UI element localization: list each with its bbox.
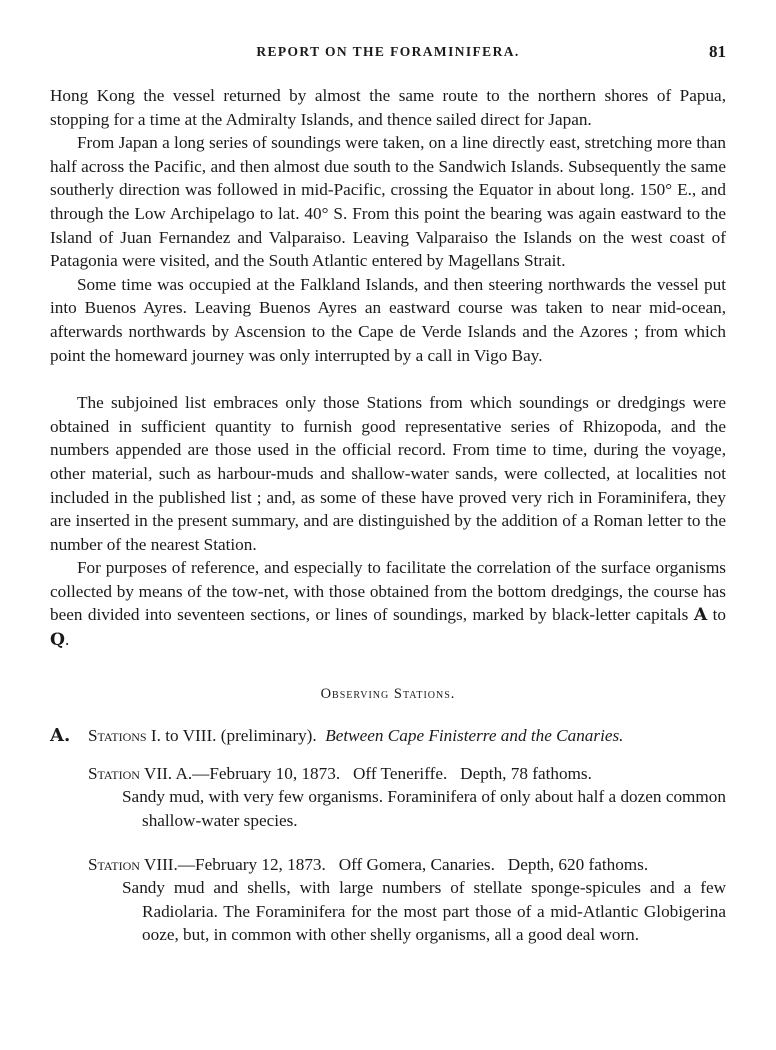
section-range: I. to VIII. (preliminary). <box>150 726 317 746</box>
paragraph-text: For purposes of reference, and especially to facilitate the correlation of the surface organisms collected by means of the tow-net, with those obtained from the bottom dredgings, the course has been divided into seventeen sections, or lines of soundings, marked by black-letter capitals <box>50 558 726 625</box>
running-head <box>50 44 726 68</box>
station-description: Sandy mud and shells, with large numbers of stellate sponge-spicules and a few Radiolaria. The Foraminifera for the most part those of a mid-Atlantic Globigerina ooze, but, in common with other shelly organisms, all a good deal worn. <box>122 878 726 945</box>
paragraph: Some time was occupied at the Falkland Islands, and then steering northwards the vessel put into Buenos Ayres. Leaving Buenos Ayres an eastward course was taken to near mid-ocean, afterwards northwards by Ascension to the Cape de Verde Islands and the Azores ; from which point the homeward journey was only interrupted by a call in Vigo Bay. <box>50 274 726 365</box>
station-entry <box>88 853 726 947</box>
station-label: Station <box>88 854 140 874</box>
heading-word-stations: Stations. <box>393 685 456 702</box>
station-head <box>88 762 726 786</box>
section-a-line <box>50 724 726 748</box>
station-description: Sandy mud, with very few organisms. Foraminifera of only about half a dozen common shallow-water species. <box>122 787 726 831</box>
station-head <box>88 853 726 877</box>
paragraph-sections <box>50 556 726 652</box>
station-label: Station <box>88 763 140 783</box>
page-number: 81 <box>709 42 726 61</box>
body-text <box>50 84 726 947</box>
running-head-title: REPORT ON THE FORAMINIFERA. <box>256 44 520 59</box>
section-letter: A. <box>50 725 71 747</box>
paragraph-end: . <box>64 630 70 650</box>
paragraph: The subjoined list embraces only those Stations from which soundings or dredgings were obtained in sufficient quantity to furnish good representative series of Rhizopoda, and the numbers appended are those used in the official record. From time to time, during the voyage, other material, such as harbour-muds and shallow-water sands, were collected, at localities not included in the published list ; and, as some of these have proved very rich in Foraminifera, they are inserted in the present summary, and are distinguished by the addition of a Roman letter to the number of the nearest Station. <box>50 393 726 554</box>
paragraph: From Japan a long series of soundings were taken, on a line directly east, stretching more than half across the Pacific, and then almost due south to the Sandwich Islands. Subsequently the same southerly direction was followed in mid-Pacific, crossing the Equator in about long. 150° E., and through the Low Archipelago to lat. 40° S. From this point the bearing was again eastward to the Island of Juan Fernandez and Valparaiso. Leaving Valparaiso the Islands on the west coast of Patagonia were visited, and the South Atlantic entered by Magellans Strait. <box>50 133 726 271</box>
station-details: VII. A.—February 10, 1873. Off Teneriffe. Depth, 78 fathoms. <box>143 763 592 783</box>
section-location: Between Cape Finisterre and the Canaries. <box>325 726 624 746</box>
station-entry <box>88 762 726 833</box>
station-details: VIII.—February 12, 1873. Off Gomera, Canaries. Depth, 620 fathoms. <box>143 854 649 874</box>
section-label: Stations <box>88 726 147 746</box>
heading-word-observing: Observing <box>320 685 390 702</box>
paragraph-continued: Hong Kong the vessel returned by almost the same route to the northern shores of Papua, stopping for a time at the Admiralty Islands, and thence sailed direct for Japan. <box>50 86 726 129</box>
blackletter-a: A <box>693 605 708 626</box>
section-heading <box>50 683 726 707</box>
blackletter-q: Q <box>50 630 65 651</box>
connector-word: to <box>712 605 726 625</box>
